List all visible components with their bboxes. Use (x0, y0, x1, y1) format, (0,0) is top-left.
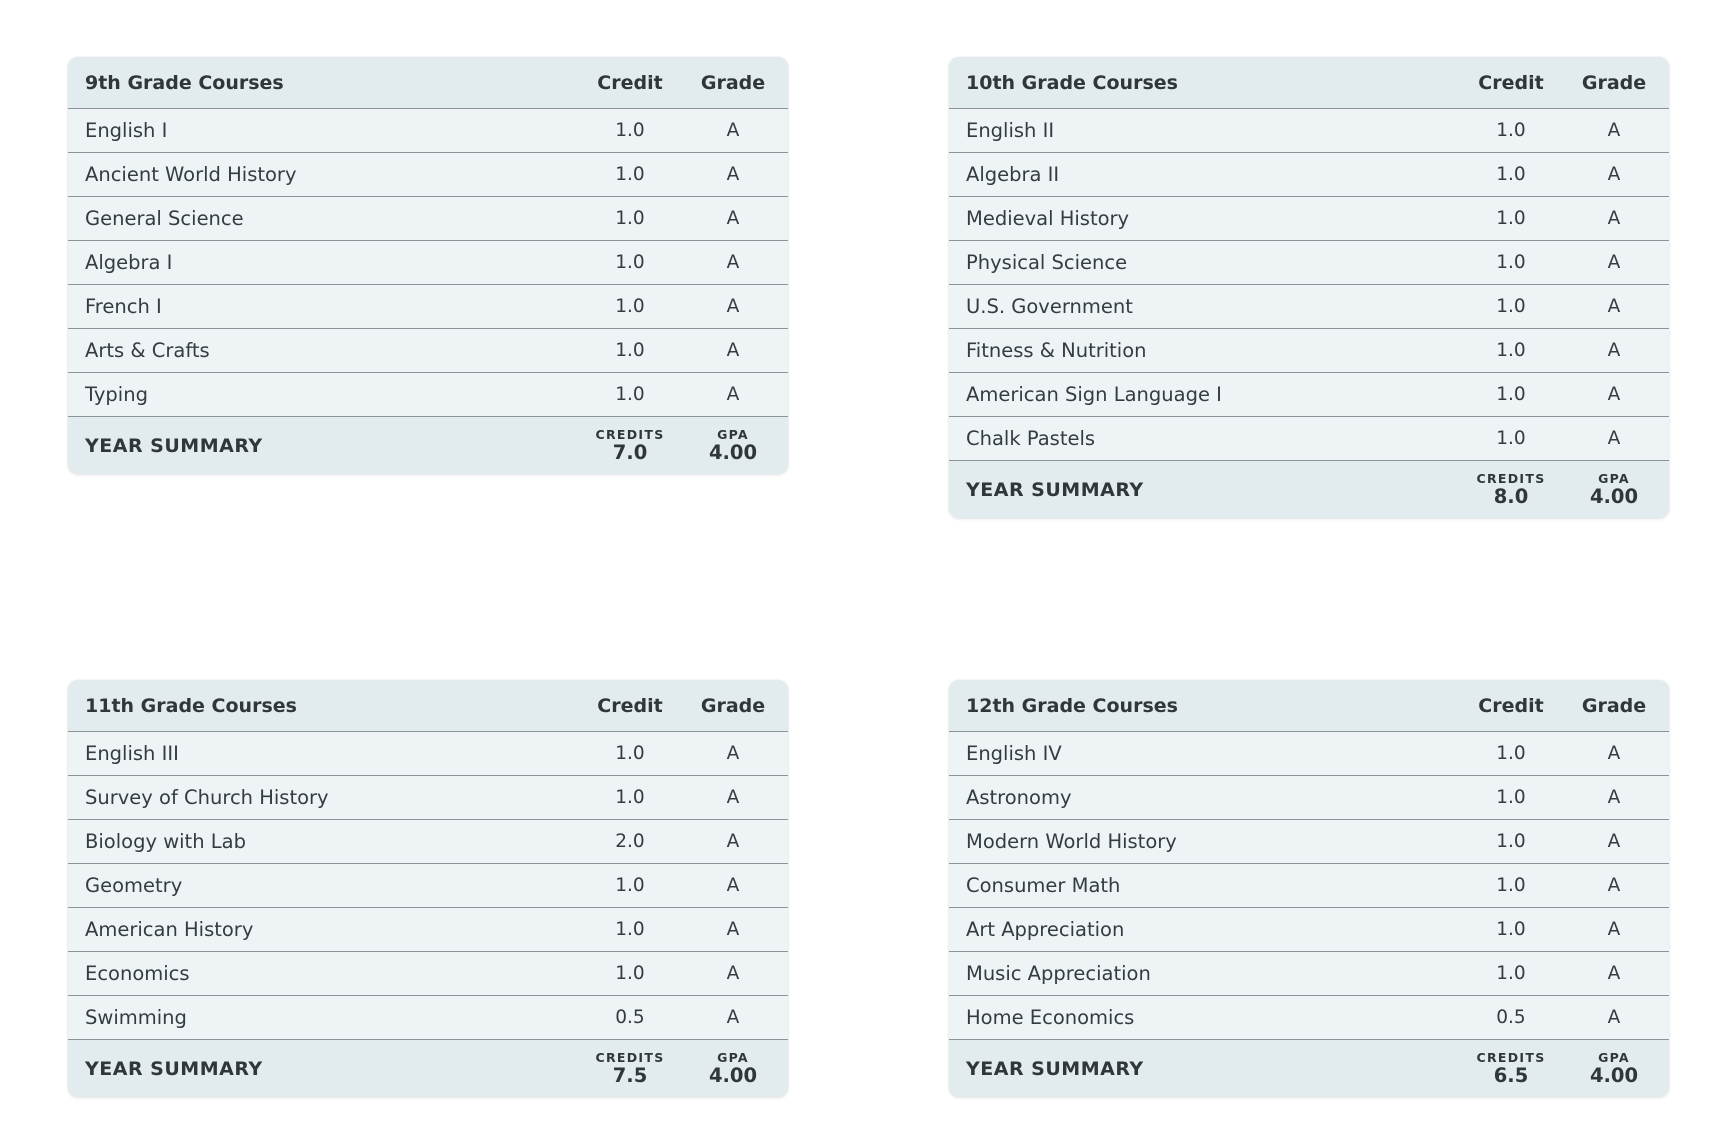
gpa-total (1563, 1049, 1665, 1087)
credits-total (1459, 1049, 1563, 1087)
credit-column-header: Credit (597, 694, 663, 717)
year-summary-row (949, 461, 1669, 518)
table-header (68, 57, 788, 109)
course-credit: 1.0 (1496, 743, 1526, 764)
course-grade: A (1607, 164, 1621, 185)
course-row (949, 908, 1669, 952)
course-grade: A (726, 743, 740, 764)
course-name: American Sign Language I (966, 383, 1222, 406)
course-grade: A (726, 296, 740, 317)
course-credit: 1.0 (615, 164, 645, 185)
table-title: 9th Grade Courses (85, 71, 284, 94)
course-row (68, 153, 788, 197)
course-credit: 1.0 (1496, 831, 1526, 852)
course-row (949, 776, 1669, 820)
gpa-total (1563, 470, 1665, 508)
course-name: Chalk Pastels (966, 427, 1096, 450)
course-grade: A (1607, 208, 1621, 229)
gpa-label: GPA (1598, 470, 1630, 486)
course-row (949, 952, 1669, 996)
gpa-label: GPA (1598, 1049, 1630, 1065)
course-grade: A (1607, 340, 1621, 361)
course-row (68, 908, 788, 952)
course-credit: 1.0 (615, 384, 645, 405)
course-name: Astronomy (966, 786, 1072, 809)
course-row (949, 373, 1669, 417)
course-credit: 1.0 (1496, 164, 1526, 185)
year-summary-row (68, 1040, 788, 1097)
course-grade: A (726, 875, 740, 896)
course-credit: 1.0 (1496, 120, 1526, 141)
course-credit: 1.0 (615, 875, 645, 896)
gpa-label: GPA (717, 426, 749, 442)
course-grade: A (1607, 428, 1621, 449)
course-name: English III (85, 742, 179, 765)
course-credit: 1.0 (615, 252, 645, 273)
course-name: American History (85, 918, 254, 941)
course-name: Biology with Lab (85, 830, 246, 853)
credits-value: 8.0 (1493, 485, 1529, 508)
course-grade: A (726, 919, 740, 940)
table-title: 10th Grade Courses (966, 71, 1178, 94)
year-card-9th (68, 57, 788, 474)
course-grade: A (1607, 743, 1621, 764)
course-row (949, 864, 1669, 908)
course-name: Modern World History (966, 830, 1177, 853)
course-name: Survey of Church History (85, 786, 329, 809)
course-grade: A (1607, 252, 1621, 273)
course-credit: 1.0 (615, 787, 645, 808)
course-name: Ancient World History (85, 163, 297, 186)
credit-column-header: Credit (1478, 694, 1544, 717)
grade-column-header: Grade (1581, 71, 1647, 94)
course-credit: 1.0 (1496, 340, 1526, 361)
course-credit: 1.0 (1496, 875, 1526, 896)
course-name: English II (966, 119, 1055, 142)
course-credit: 1.0 (615, 208, 645, 229)
course-name: Consumer Math (966, 874, 1121, 897)
credits-label: CREDITS (595, 1049, 665, 1065)
course-name: Medieval History (966, 207, 1130, 230)
course-name: Arts & Crafts (85, 339, 210, 362)
course-name: Typing (85, 383, 148, 406)
course-credit: 1.0 (1496, 384, 1526, 405)
course-grade: A (726, 164, 740, 185)
course-row (68, 952, 788, 996)
course-row (68, 776, 788, 820)
course-row (68, 732, 788, 776)
grade-column-header: Grade (1581, 694, 1647, 717)
course-row (68, 197, 788, 241)
course-grade: A (1607, 963, 1621, 984)
credits-label: CREDITS (1476, 470, 1546, 486)
course-credit: 0.5 (1496, 1007, 1526, 1028)
credit-column-header: Credit (1478, 71, 1544, 94)
course-name: Home Economics (966, 1006, 1135, 1029)
gpa-total (682, 1049, 784, 1087)
course-grade: A (1607, 787, 1621, 808)
course-name: Algebra I (85, 251, 173, 274)
course-grade: A (1607, 875, 1621, 896)
credits-value: 7.0 (612, 441, 648, 464)
year-card-12th (949, 680, 1669, 1097)
table-header (68, 680, 788, 732)
course-name: Algebra II (966, 163, 1060, 186)
course-grade: A (726, 120, 740, 141)
credits-total (578, 1049, 682, 1087)
course-credit: 1.0 (615, 919, 645, 940)
course-name: Music Appreciation (966, 962, 1151, 985)
course-credit: 0.5 (615, 1007, 645, 1028)
course-credit: 1.0 (615, 296, 645, 317)
credits-label: CREDITS (595, 426, 665, 442)
course-row (949, 996, 1669, 1040)
course-row (68, 285, 788, 329)
course-credit: 1.0 (1496, 428, 1526, 449)
course-name: French I (85, 295, 162, 318)
table-header (949, 680, 1669, 732)
course-row (949, 285, 1669, 329)
year-summary-row (949, 1040, 1669, 1097)
course-name: English I (85, 119, 168, 142)
course-row (68, 373, 788, 417)
gpa-label: GPA (717, 1049, 749, 1065)
course-credit: 1.0 (1496, 252, 1526, 273)
gpa-total (682, 426, 784, 464)
course-grade: A (1607, 384, 1621, 405)
credits-total (1459, 470, 1563, 508)
course-grade: A (726, 340, 740, 361)
year-card-10th (949, 57, 1669, 518)
course-grade: A (1607, 831, 1621, 852)
course-name: General Science (85, 207, 244, 230)
gpa-value: 4.00 (708, 1064, 758, 1087)
gpa-value: 4.00 (708, 441, 758, 464)
grade-column-header: Grade (700, 694, 766, 717)
course-grade: A (1607, 919, 1621, 940)
course-grade: A (726, 787, 740, 808)
credits-value: 7.5 (612, 1064, 648, 1087)
course-credit: 1.0 (1496, 787, 1526, 808)
course-row (949, 109, 1669, 153)
course-name: Geometry (85, 874, 183, 897)
course-grade: A (726, 831, 740, 852)
course-name: Swimming (85, 1006, 187, 1029)
credits-label: CREDITS (1476, 1049, 1546, 1065)
credits-total (578, 426, 682, 464)
year-summary-label: YEAR SUMMARY (966, 478, 1144, 501)
year-summary-label: YEAR SUMMARY (85, 434, 263, 457)
course-row (68, 109, 788, 153)
course-credit: 1.0 (615, 120, 645, 141)
course-credit: 1.0 (1496, 919, 1526, 940)
course-grade: A (726, 384, 740, 405)
course-credit: 1.0 (615, 340, 645, 361)
course-row (68, 864, 788, 908)
course-row (949, 417, 1669, 461)
course-row (68, 329, 788, 373)
year-card-11th (68, 680, 788, 1097)
course-name: Fitness & Nutrition (966, 339, 1147, 362)
course-credit: 1.0 (1496, 963, 1526, 984)
course-name: Art Appreciation (966, 918, 1125, 941)
year-summary-label: YEAR SUMMARY (966, 1057, 1144, 1080)
credits-value: 6.5 (1493, 1064, 1529, 1087)
course-credit: 2.0 (615, 831, 645, 852)
year-summary-row (68, 417, 788, 474)
year-summary-label: YEAR SUMMARY (85, 1057, 263, 1080)
course-grade: A (1607, 1007, 1621, 1028)
gpa-value: 4.00 (1589, 1064, 1639, 1087)
course-grade: A (1607, 120, 1621, 141)
course-credit: 1.0 (1496, 208, 1526, 229)
course-credit: 1.0 (615, 743, 645, 764)
course-row (949, 197, 1669, 241)
course-row (949, 153, 1669, 197)
table-header (949, 57, 1669, 109)
course-grade: A (726, 208, 740, 229)
course-row (68, 996, 788, 1040)
course-row (68, 241, 788, 285)
course-credit: 1.0 (1496, 296, 1526, 317)
course-name: U.S. Government (966, 295, 1133, 318)
credit-column-header: Credit (597, 71, 663, 94)
course-grade: A (726, 1007, 740, 1028)
course-grade: A (726, 252, 740, 273)
gpa-value: 4.00 (1589, 485, 1639, 508)
course-row (949, 820, 1669, 864)
course-name: Economics (85, 962, 190, 985)
course-grade: A (1607, 296, 1621, 317)
course-row (949, 732, 1669, 776)
grade-column-header: Grade (700, 71, 766, 94)
course-name: Physical Science (966, 251, 1128, 274)
course-row (949, 241, 1669, 285)
course-grade: A (726, 963, 740, 984)
course-row (68, 820, 788, 864)
table-title: 11th Grade Courses (85, 694, 297, 717)
table-title: 12th Grade Courses (966, 694, 1178, 717)
course-credit: 1.0 (615, 963, 645, 984)
course-name: English IV (966, 742, 1062, 765)
course-row (949, 329, 1669, 373)
